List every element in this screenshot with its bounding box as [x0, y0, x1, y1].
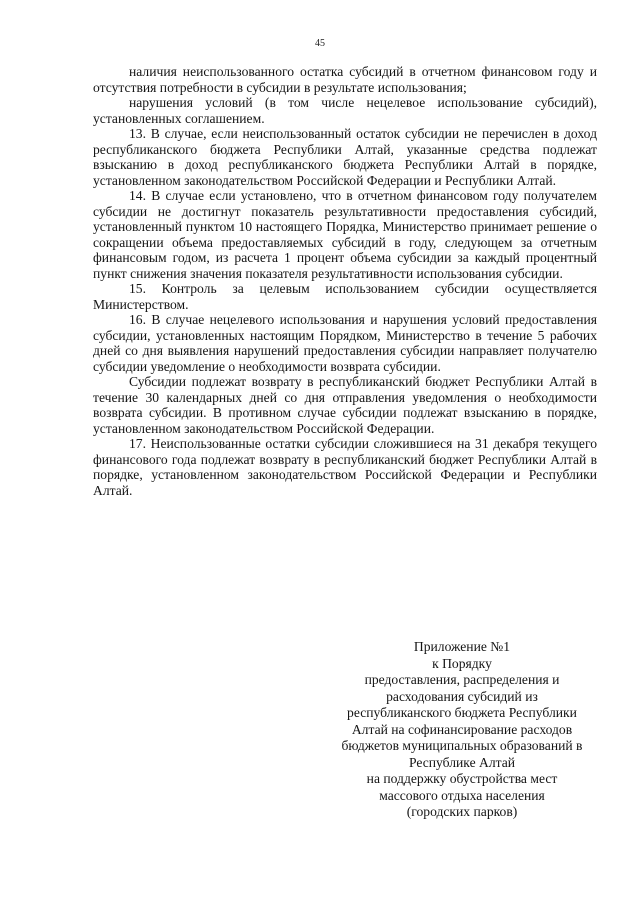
appendix-line: массового отдыха населения [379, 787, 545, 803]
page-number: 45 [315, 38, 325, 49]
appendix-line: Республике Алтай [408, 754, 516, 770]
appendix-title: Приложение №1 [413, 639, 511, 654]
paragraph-14: 14. В случае если установлено, что в отчетном финансовом году получателем субсидии не достигнут показатель результативности предоставления субсидий, установленный пунктом 10 настоящего Порядка, Министерство принимает решение о сокращении объема предоставляемых субсидий в году, следующем за отчетным финансовым годом, из расчета 1 процент объема субсидии за каждый процентный пункт снижения значения показателя результативности использования субсидии. [93, 188, 597, 281]
appendix-line: бюджетов муниципальных образований в [341, 738, 583, 753]
appendix-line: предоставления, распределения и [364, 672, 560, 687]
appendix-reference [312, 639, 612, 821]
paragraph: нарушения условий (в том числе нецелевое использование субсидий), установленных соглашением. [93, 95, 597, 126]
appendix-line: Алтай на софинансирование расходов [351, 721, 573, 737]
appendix-line: расходования субсидий из [386, 688, 538, 704]
paragraph-17: 17. Неиспользованные остатки субсидии сложившиеся на 31 декабря текущего финансового года подлежат возврату в республиканский бюджет Республики Алтай в порядке, установленном законодательством Российской Федерации и Республики Алтай. [93, 436, 597, 498]
appendix-line: к Порядку [432, 655, 492, 671]
paragraph: наличия неиспользованного остатка субсидий в отчетном финансовом году и отсутствия потребности в субсидии в результате использования; [93, 64, 597, 95]
paragraph: Субсидии подлежат возврату в республиканский бюджет Республики Алтай в течение 30 календарных дней со дня отправления уведомления о необходимости возврата субсидии. В противном случае субсидии подлежат взысканию в порядке, установленном законодательством Российской Федерации. [93, 374, 597, 436]
paragraph-13: 13. В случае, если неиспользованный остаток субсидии не перечислен в доход республиканского бюджета Республики Алтай, указанные средства подлежат взысканию в доход республиканского бюджета Республики Алтай в порядке, установленном законодательством Российской Федерации и Республики Алтай. [93, 126, 597, 188]
appendix-line: на поддержку обустройства мест [366, 771, 558, 786]
document-body [93, 64, 597, 498]
paragraph-15: 15. Контроль за целевым использованием субсидии осуществляется Министерством. [93, 281, 597, 312]
appendix-line: (городских парков) [406, 804, 518, 819]
paragraph-16: 16. В случае нецелевого использования и нарушения условий предоставления субсидии, установленных настоящим Порядком, Министерство в течение 5 рабочих дней со дня выявления нарушений предоставления субсидии направляет получателю субсидии уведомление о необходимости возврата субсидии. [93, 312, 597, 374]
appendix-line: республиканского бюджета Республики [347, 705, 577, 720]
